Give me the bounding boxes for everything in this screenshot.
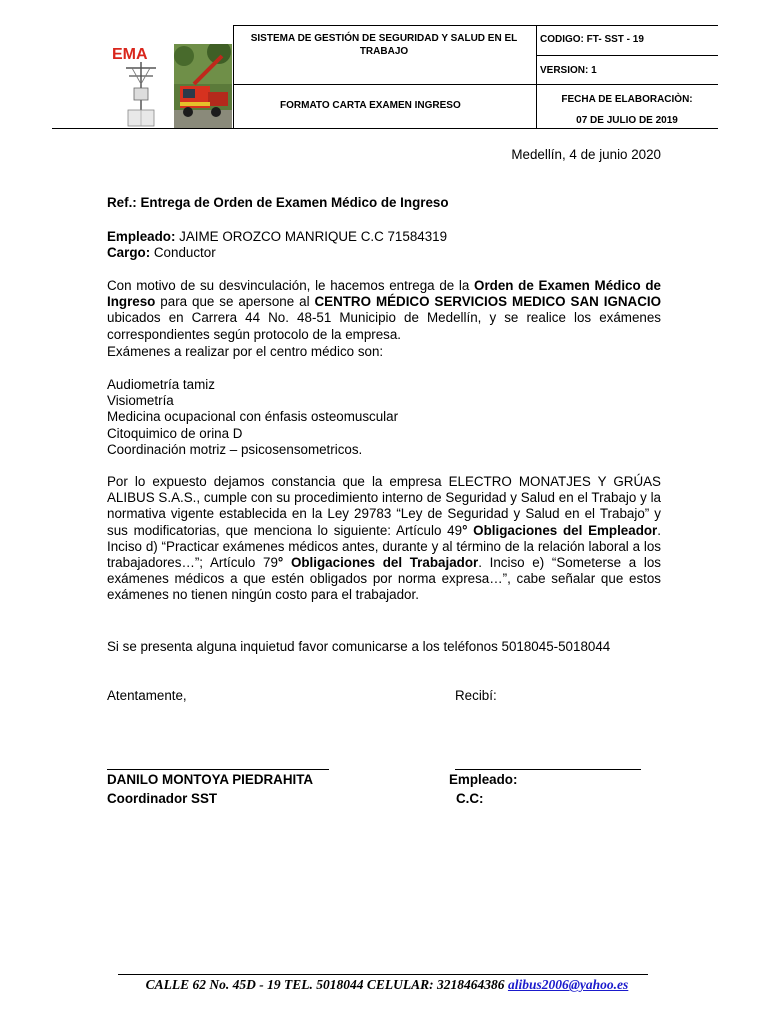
company-logo <box>110 44 172 128</box>
employee-cc-label: C.C: <box>456 791 484 806</box>
signature-line-employee <box>455 769 641 770</box>
document-version: VERSION: 1 <box>540 65 597 76</box>
signer-name: DANILO MONTOYA PIEDRAHITA <box>107 772 314 787</box>
intro-text-2: para que se apersone al <box>155 294 315 310</box>
intro-text-3: ubicados en Carrera 44 No. 48-51 Municipio de Medellín, y se realice los exámenes correspondientes según protocolo de la empresa. <box>107 310 661 342</box>
header-divider-left <box>233 25 234 129</box>
signature-line-coordinator <box>107 769 329 770</box>
reference-text: Entrega de Orden de Examen Médico de Ingreso <box>136 195 449 210</box>
footer-address: CALLE 62 No. 45D - 19 TEL. 5018044 CELULAR: 3218464386 <box>145 977 508 992</box>
received-text: Recibí: <box>455 688 497 703</box>
position-line <box>107 245 661 261</box>
intro-order-title: Orden de Examen Médico de Ingreso <box>107 278 661 310</box>
header-top-rule <box>233 25 718 26</box>
header-rule-code <box>536 55 718 56</box>
list-item: Medicina ocupacional con énfasis osteomuscular <box>107 409 399 425</box>
header-divider-right <box>536 25 537 129</box>
position-label: Cargo: <box>107 245 151 260</box>
position-value: Conductor <box>150 245 216 260</box>
footer-rule <box>118 974 648 975</box>
header-bottom-rule <box>52 128 718 129</box>
system-title: SISTEMA DE GESTIÓN DE SEGURIDAD Y SALUD EN EL TRABAJO <box>250 33 518 57</box>
document-code: CODIGO: FT- SST - 19 <box>540 34 644 45</box>
closing-text: Atentamente, <box>107 688 187 703</box>
employee-label: Empleado: <box>107 229 176 244</box>
elaboration-date-label: FECHA DE ELABORACIÒN: <box>561 94 693 105</box>
list-item: Citoquimico de orina D <box>107 425 243 441</box>
place-and-date: Medellín, 4 de junio 2020 <box>511 147 661 162</box>
intro-text-1: Con motivo de su desvinculación, le hacemos entrega de la <box>107 278 475 293</box>
employee-signature-label: Empleado: <box>449 772 518 787</box>
footer-email-link[interactable]: alibus2006@yahoo.es <box>507 977 629 992</box>
exams-intro: Exámenes a realizar por el centro médico son: <box>107 344 384 359</box>
contact-paragraph: Si se presenta alguna inquietud favor comunicarse a los teléfonos 5018045-5018044 <box>107 639 611 654</box>
paragraph-intro <box>107 278 661 343</box>
reference-line <box>107 195 661 211</box>
legal-worker-obligations: ° Obligaciones del Trabajador <box>277 555 479 571</box>
employee-line <box>107 229 661 245</box>
intro-medical-center: CENTRO MÉDICO SERVICIOS MEDICO SAN IGNACIO <box>314 294 662 310</box>
exams-list <box>107 377 661 458</box>
format-title: FORMATO CARTA EXAMEN INGRESO <box>280 100 461 111</box>
legal-employer-obligations: ° Obligaciones del Empleador <box>462 522 658 538</box>
legal-text-2: . Inciso d) “Practicar exámenes médicos antes, durante y al término de la relación laboral a los trabajadores…”; Artículo 79 <box>107 522 662 571</box>
list-item: Coordinación motriz – psicosensometricos. <box>107 441 363 457</box>
footer-contact <box>60 977 714 993</box>
signer-role: Coordinador SST <box>107 791 218 806</box>
reference-label: Ref.: <box>107 195 137 210</box>
crane-truck-photo <box>174 44 232 128</box>
paragraph-legal <box>107 474 661 604</box>
list-item: Visiometría <box>107 393 174 409</box>
header-rule-version <box>536 84 718 85</box>
elaboration-date-value: 07 DE JULIO DE 2019 <box>576 115 678 126</box>
legal-text-3: . Inciso e) “Someterse a los exámenes médicos a que estén obligados por norma expresa…”, cabe señalar que estos exámenes no tienen ningún costo para el trabajador. <box>107 555 661 603</box>
list-item: Audiometría tamiz <box>107 377 215 392</box>
header-mid-rule-left <box>233 84 536 85</box>
logo-text: EMA <box>112 46 148 63</box>
legal-text-1: Por lo expuesto dejamos constancia que la empresa ELECTRO MONATJES Y GRÚAS ALIBUS S.A.S., cumple con su procedimiento interno de Seguridad y Salud en el Trabajo y la normativa vigente establecida en la Ley 29783 “Ley de Seguridad y Salud en el Trabajo” y sus modificatorias, que menciona lo siguiente: Artículo 49 <box>107 474 661 538</box>
employee-value: JAIME OROZCO MANRIQUE C.C 71584319 <box>175 229 448 244</box>
